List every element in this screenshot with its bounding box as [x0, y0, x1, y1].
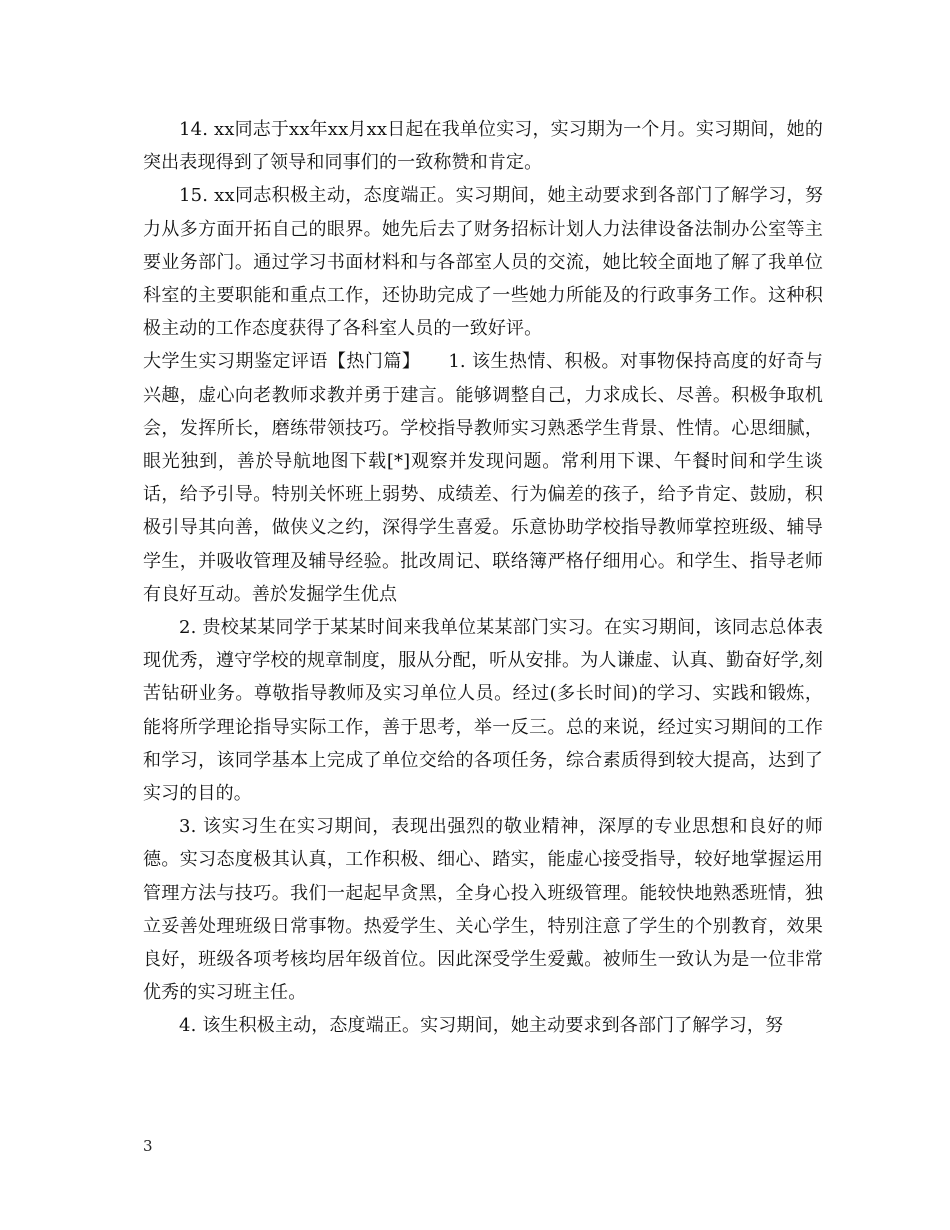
document-body [143, 113, 823, 1043]
paragraph-4: 4. 该生积极主动，态度端正。实习期间，她主动要求到各部门了解学习，努 [179, 1015, 784, 1037]
paragraph-hot-section: 大学生实习期鉴定评语【热门篇】 1. 该生热情、积极。对事物保持高度的好奇与兴趣，虚心向老教师求教并勇于建言。能够调整自己，力求成长、尽善。积极争取机会，发挥所长，磨练带领技巧。学校指导教师实习熟悉学生背景、性情。心思细腻，眼光独到，善於导航地图下载[*]观察并发现问题。常利用下课、午餐时间和学生谈话，给予引导。特别关怀班上弱势、成绩差、行为偏差的孩子，给予肯定、鼓励，积极引导其向善，做侠义之约，深得学生喜爱。乐意协助学校指导教师掌控班级、辅导学生，并吸收管理及辅导经验。批改周记、联络簿严格仔细用心。和学生、指导老师有良好互动。善於发掘学生优点 [143, 351, 823, 605]
paragraph-3: 3. 该实习生在实习期间，表现出强烈的敬业精神，深厚的专业思想和良好的师德。实习态度极其认真，工作积极、细心、踏实，能虚心接受指导，较好地掌握运用管理方法与技巧。我们一起起早贪黑，全身心投入班级管理。能较快地熟悉班情，独立妥善处理班级日常事物。热爱学生、关心学生，特别注意了学生的个别教育，效果良好，班级各项考核均居年级首位。因此深受学生爱戴。被师生一致认为是一位非常优秀的实习班主任。 [143, 816, 823, 1004]
paragraph-14: 14. xx同志于xx年xx月xx日起在我单位实习，实习期为一个月。实习期间，她的突出表现得到了领导和同事们的一致称赞和肯定。 [143, 119, 823, 174]
page-number: 3 [143, 1137, 153, 1155]
paragraph-15: 15. xx同志积极主动，态度端正。实习期间，她主动要求到各部门了解学习，努力从多方面开拓自己的眼界。她先后去了财务招标计划人力法律设备法制办公室等主要业务部门。通过学习书面材料和与各部室人员的交流，她比较全面地了解了我单位科室的主要职能和重点工作，还协助完成了一些她力所能及的行政事务工作。这种积极主动的工作态度获得了各科室人员的一致好评。 [143, 185, 823, 340]
paragraph-2: 2. 贵校某某同学于某某时间来我单位某某部门实习。在实习期间，该同志总体表现优秀，遵守学校的规章制度，服从分配，听从安排。为人谦虚、认真、勤奋好学,刻苦钻研业务。尊敬指导教师及实习单位人员。经过(多长时间)的学习、实践和锻炼，能将所学理论指导实际工作，善于思考，举一反三。总的来说，经过实习期间的工作和学习，该同学基本上完成了单位交给的各项任务，综合素质得到较大提高，达到了实习的目的。 [143, 617, 823, 805]
